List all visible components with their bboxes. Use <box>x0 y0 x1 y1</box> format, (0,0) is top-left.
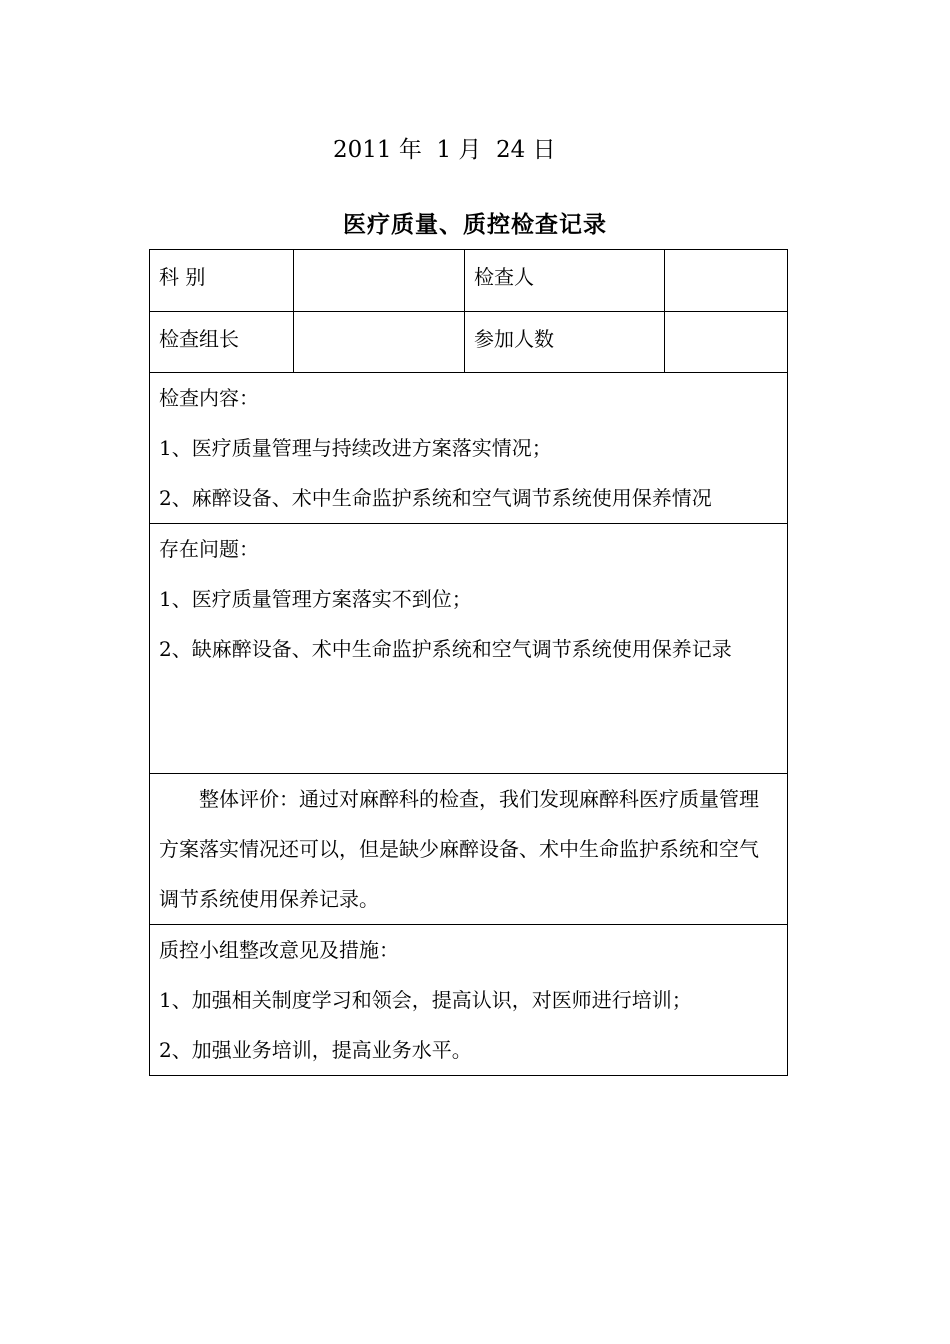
record-date: 2011 年 1 月 24 日 <box>333 137 556 163</box>
department-value[interactable] <box>294 250 465 312</box>
participant-count-value[interactable] <box>665 312 788 373</box>
inspector-value[interactable] <box>665 250 788 312</box>
evaluation-row <box>150 774 788 925</box>
measure-item: 1、加强相关制度学习和领会，提高认识，对医师进行培训； <box>159 988 692 1012</box>
measures-heading: 质控小组整改意见及措施： <box>159 938 399 962</box>
problems-heading: 存在问题： <box>159 537 259 561</box>
problems-cell <box>150 524 788 774</box>
team-leader-value[interactable] <box>294 312 465 373</box>
header-row-leader <box>150 312 788 373</box>
inspection-content-cell <box>150 373 788 524</box>
team-leader-label: 检查组长 <box>150 312 294 373</box>
department-label: 科 别 <box>150 250 294 312</box>
problem-item: 1、医疗质量管理方案落实不到位； <box>159 587 472 611</box>
header-row-department <box>150 250 788 312</box>
inspection-content-item: 1、医疗质量管理与持续改进方案落实情况； <box>159 436 552 460</box>
inspection-record-table <box>149 249 788 1076</box>
problem-item: 2、缺麻醉设备、术中生命监护系统和空气调节系统使用保养记录 <box>159 637 732 661</box>
evaluation-text: 整体评价：通过对麻醉科的检查，我们发现麻醉科医疗质量管理方案落实情况还可以，但是缺少麻醉设备、术中生命监护系统和空气调节系统使用保养记录。 <box>159 787 759 911</box>
inspection-content-item: 2、麻醉设备、术中生命监护系统和空气调节系统使用保养情况 <box>159 486 712 510</box>
document-title: 医疗质量、质控检查记录 <box>343 211 607 238</box>
evaluation-cell <box>150 774 788 925</box>
inspection-content-heading: 检查内容： <box>159 386 259 410</box>
inspection-content-row <box>150 373 788 524</box>
participant-count-label: 参加人数 <box>465 312 665 373</box>
problems-row <box>150 524 788 774</box>
measures-cell <box>150 925 788 1076</box>
measure-item: 2、加强业务培训，提高业务水平。 <box>159 1038 472 1062</box>
measures-row <box>150 925 788 1076</box>
inspector-label: 检查人 <box>465 250 665 312</box>
